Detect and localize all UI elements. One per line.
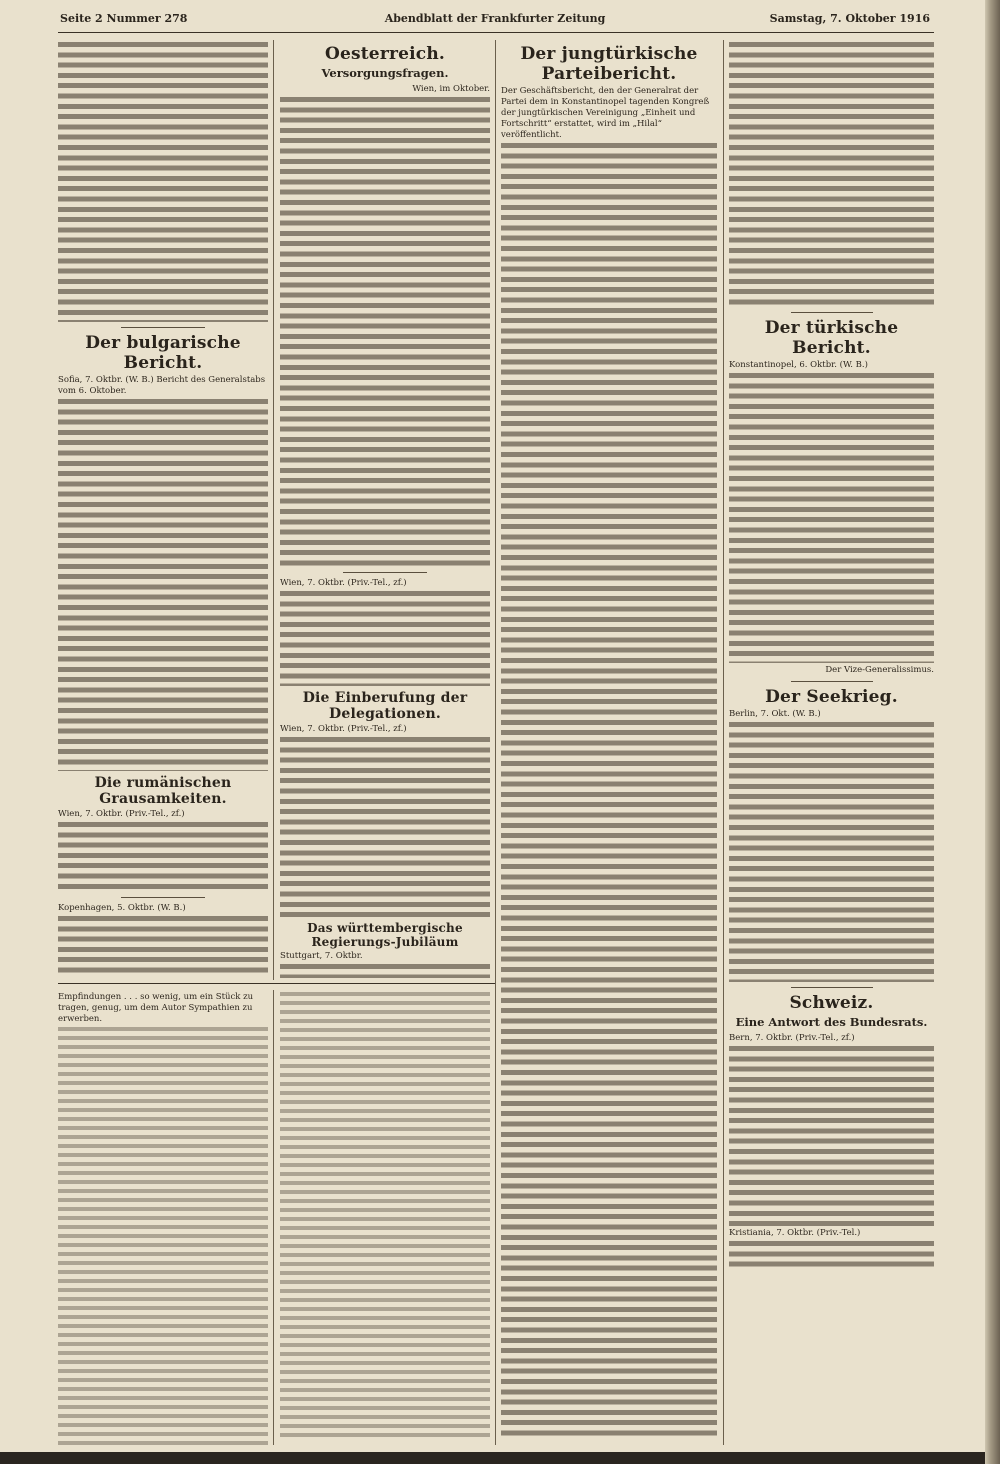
issue-date: Samstag, 7. Oktober 1916	[769, 12, 930, 25]
separator	[791, 681, 873, 682]
dateline-sofia: Sofia, 7. Oktbr. (W. B.) Bericht des Generalstabs vom 6. Oktober.	[58, 375, 266, 396]
article-text-kristiania	[729, 1241, 934, 1271]
headline-austria: Oesterreich.	[324, 44, 446, 64]
separator	[791, 987, 873, 988]
article-text-turkish-report	[729, 373, 934, 663]
headline-naval-war: Der Seekrieg.	[765, 687, 898, 707]
article-text-continuation	[58, 42, 268, 322]
dateline-wien: Wien, 7. Oktbr. (Priv.-Tel., zf.)	[58, 809, 185, 819]
newspaper-title: Abendblatt der Frankfurter Zeitung	[384, 12, 606, 25]
signature-vice-generalissimus: Der Vize-Generalissimus.	[825, 665, 934, 675]
column-1	[58, 40, 268, 978]
column-divider	[723, 40, 724, 1445]
masthead	[60, 8, 930, 30]
feuilleton-rule	[58, 983, 495, 984]
headline-delegations: Die Einberufung der Delegationen.	[302, 690, 468, 722]
dateline-kopenhagen: Kopenhagen, 5. Oktbr. (W. B.)	[58, 903, 186, 913]
separator	[121, 897, 205, 898]
separator	[343, 572, 427, 573]
article-text-switzerland	[729, 1046, 934, 1226]
dateline-kristiania: Kristiania, 7. Oktbr. (Priv.-Tel.)	[729, 1228, 861, 1238]
masthead-rule	[58, 32, 934, 33]
column-3	[501, 40, 717, 1440]
headline-bulgarian-report: Der bulgarische Bericht.	[85, 333, 241, 373]
subheadline-supply-questions: Versorgungsfragen.	[321, 66, 449, 80]
article-text-continuation-col4	[729, 42, 934, 307]
column-4	[729, 40, 934, 1440]
feuilleton-opening: Empfindungen . . . so wenig, um ein Stück zu tragen, genug, um dem Autor Sympathien zu erwerben.	[58, 992, 254, 1024]
feuilleton-text-2	[280, 992, 490, 1440]
dateline-delegations: Wien, 7. Oktbr. (Priv.-Tel., zf.)	[280, 724, 407, 734]
intro-young-turk-party-report: Der Geschäftsbericht, den der Generalrat der Partei dem in Konstantinopel tagenden Kongreß der jungtürkischen Vereinigung „Einheit und Fortschritt“ erstattet, wird im „Hilal“ veröffentlicht.	[501, 86, 710, 140]
dateline-wien-2: Wien, 7. Oktbr. (Priv.-Tel., zf.)	[280, 578, 407, 588]
column-divider	[273, 40, 274, 980]
article-text-young-turk-party-report	[501, 143, 717, 1440]
dateline-stuttgart: Stuttgart, 7. Oktbr.	[280, 951, 363, 961]
article-text-wuerttemberg-jubilee	[280, 964, 490, 978]
separator	[791, 312, 873, 313]
article-text-kopenhagen	[58, 916, 268, 978]
feuilleton-divider	[273, 990, 274, 1445]
feuilleton-text-1	[58, 1027, 268, 1445]
page-number: Seite 2 Nummer 278	[60, 12, 188, 25]
headline-romanian-atrocities: Die rumänischen Grausamkeiten.	[94, 775, 232, 807]
feuilleton-column-1	[58, 990, 268, 1445]
dateline-konstantinopel: Konstantinopel, 6. Oktbr. (W. B.)	[729, 360, 868, 370]
column-divider	[495, 40, 496, 1445]
separator	[121, 327, 205, 328]
dateline-wien-oktober: Wien, im Oktober.	[412, 84, 490, 94]
article-text-delegations	[280, 737, 490, 917]
dateline-bern: Bern, 7. Oktbr. (Priv.-Tel., zf.)	[729, 1033, 855, 1043]
article-text-bulgarian-report	[58, 399, 268, 771]
dateline-berlin: Berlin, 7. Okt. (W. B.)	[729, 709, 821, 719]
article-text-supply-questions	[280, 97, 490, 567]
feuilleton-column-2	[280, 990, 490, 1445]
article-text-wien-2	[280, 591, 490, 686]
article-text-naval-war	[729, 722, 934, 982]
headline-switzerland: Schweiz.	[789, 993, 874, 1013]
headline-wuerttemberg-jubilee: Das württembergische Regierungs-Jubiläum	[307, 921, 463, 949]
headline-turkish-report: Der türkische Bericht.	[764, 318, 899, 358]
headline-young-turk-party-report: Der jungtürkische Parteibericht.	[520, 44, 698, 84]
subheadline-federal-council-answer: Eine Antwort des Bundesrats.	[735, 1015, 928, 1029]
article-text-romanian-atrocities	[58, 822, 268, 892]
column-2	[280, 40, 490, 978]
adjacent-page-edge	[985, 0, 1000, 1464]
